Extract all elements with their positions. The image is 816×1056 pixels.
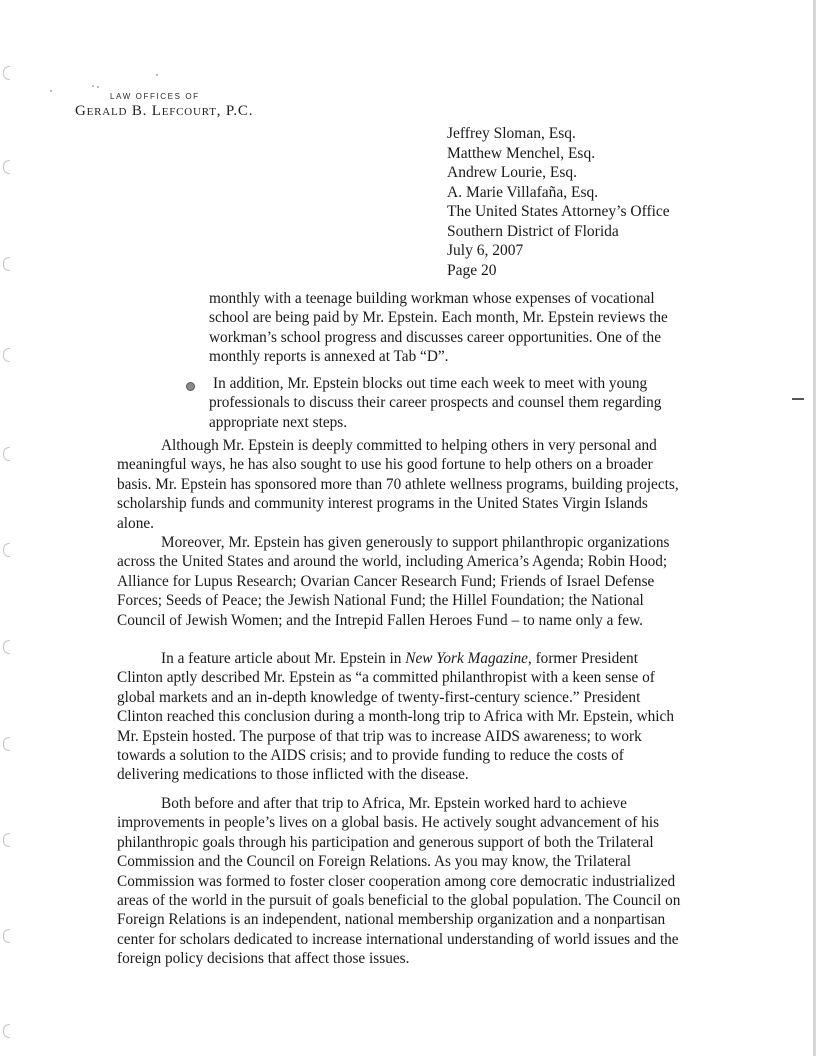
addressee-line: A. Marie Villafaña, Esq. bbox=[447, 183, 599, 201]
binder-hole-mark bbox=[3, 640, 10, 654]
scan-speck bbox=[50, 90, 52, 92]
binder-hole-mark bbox=[3, 1024, 10, 1038]
addressee-line: Matthew Menchel, Esq. bbox=[447, 144, 596, 162]
bullet-icon bbox=[186, 382, 195, 391]
scan-speck bbox=[156, 74, 158, 76]
binder-hole-mark bbox=[3, 833, 10, 847]
addressee-line: The United States Attorney’s Office bbox=[447, 203, 670, 220]
addressee-block bbox=[447, 124, 670, 280]
binder-hole-mark bbox=[3, 160, 10, 174]
letterhead-subtitle: LAW OFFICES OF bbox=[110, 92, 200, 101]
paragraph-organizations: Moreover, Mr. Epstein has given generously to support philanthropic organizations across the United States and around the world, including America’s Agenda; Robin Hood; Alliance for Lupus Research; Ovarian Cancer Research Fund; Friends of Israel Defense Forces; Seeds of Peace; the Jewish National Fund; the Hillel Foundation; the National Council of Jewish Women; and the Intrepid Fallen Heroes Fund – to name only a few. bbox=[117, 534, 670, 629]
page-number: Page 20 bbox=[447, 261, 497, 279]
publication-title: New York Magazine bbox=[405, 650, 528, 667]
bullet-text: In addition, Mr. Epstein blocks out time each week to meet with young professionals to discuss their career prospects and counsel them regarding appropriate next steps. bbox=[209, 375, 662, 431]
binder-hole-mark bbox=[3, 447, 10, 461]
addressee-line: Southern District of Florida bbox=[447, 222, 619, 240]
binder-hole-mark bbox=[3, 929, 10, 943]
binder-hole-mark bbox=[3, 543, 10, 557]
binder-hole-mark bbox=[3, 348, 10, 362]
paragraph-clinton-intro: In a feature article about Mr. Epstein in bbox=[161, 650, 406, 667]
paragraph-clinton bbox=[117, 649, 687, 785]
paragraph-trilateral: Both before and after that trip to Africa, Mr. Epstein worked hard to achieve improvements in people’s lives on a global basis. He actively sought advancement of his philanthropic goals through his participation and generous support of both the Trilateral Commission and the Council on Foreign Relations. As you may know, the Trilateral Commission was formed to foster closer cooperation among core democratic industrialized areas of the world in the pursuit of goals beneficial to the global population. The Council on Foreign Relations is an independent, national membership organization and a nonpartisan center for scholars dedicated to increase international understanding of world issues and the foreign policy decisions that affect those issues. bbox=[117, 795, 681, 968]
scan-speck bbox=[97, 86, 99, 88]
binder-hole-mark bbox=[3, 737, 10, 751]
paragraph-clinton-rest: , former President Clinton aptly described Mr. Epstein as “a committed philanthropist with a keen sense of global markets and an in-depth knowledge of twenty-first-century science.” President Clinton reached this conclusion during a month-long trip to Africa with Mr. Epstein, which Mr. Epstein hosted. The purpose of that trip was to increase AIDS awareness; to work towards a solution to the AIDS crisis; and to provide funding to reduce the costs of delivering medications to those inflicted with the disease. bbox=[117, 650, 674, 784]
letter-date: July 6, 2007 bbox=[447, 242, 524, 259]
continued-bullet-text: monthly with a teenage building workman whose expenses of vocational school are being paid by Mr. Epstein. Each month, Mr. Epstein reviews the workman’s school progress and discusses career opportunities. One of the monthly reports is annexed at Tab “D”. bbox=[209, 290, 668, 366]
binder-hole-mark bbox=[3, 257, 10, 271]
paragraph-athlete-programs: Although Mr. Epstein is deeply committed to helping others in very personal and meaningful ways, he has also sought to use his good fortune to help others on a broader basis. Mr. Epstein has sponsored more than 70 athlete wellness programs, building projects, scholarship funds and community interest programs in the United States Virgin Islands alone. bbox=[117, 437, 679, 532]
addressee-line: Andrew Lourie, Esq. bbox=[447, 164, 577, 181]
scan-speck bbox=[92, 85, 94, 87]
margin-mark bbox=[792, 398, 804, 400]
addressee-line: Jeffrey Sloman, Esq. bbox=[447, 125, 576, 142]
binder-hole-mark bbox=[3, 66, 10, 80]
firm-name: Gerald B. Lefcourt, P.C. bbox=[75, 103, 254, 119]
